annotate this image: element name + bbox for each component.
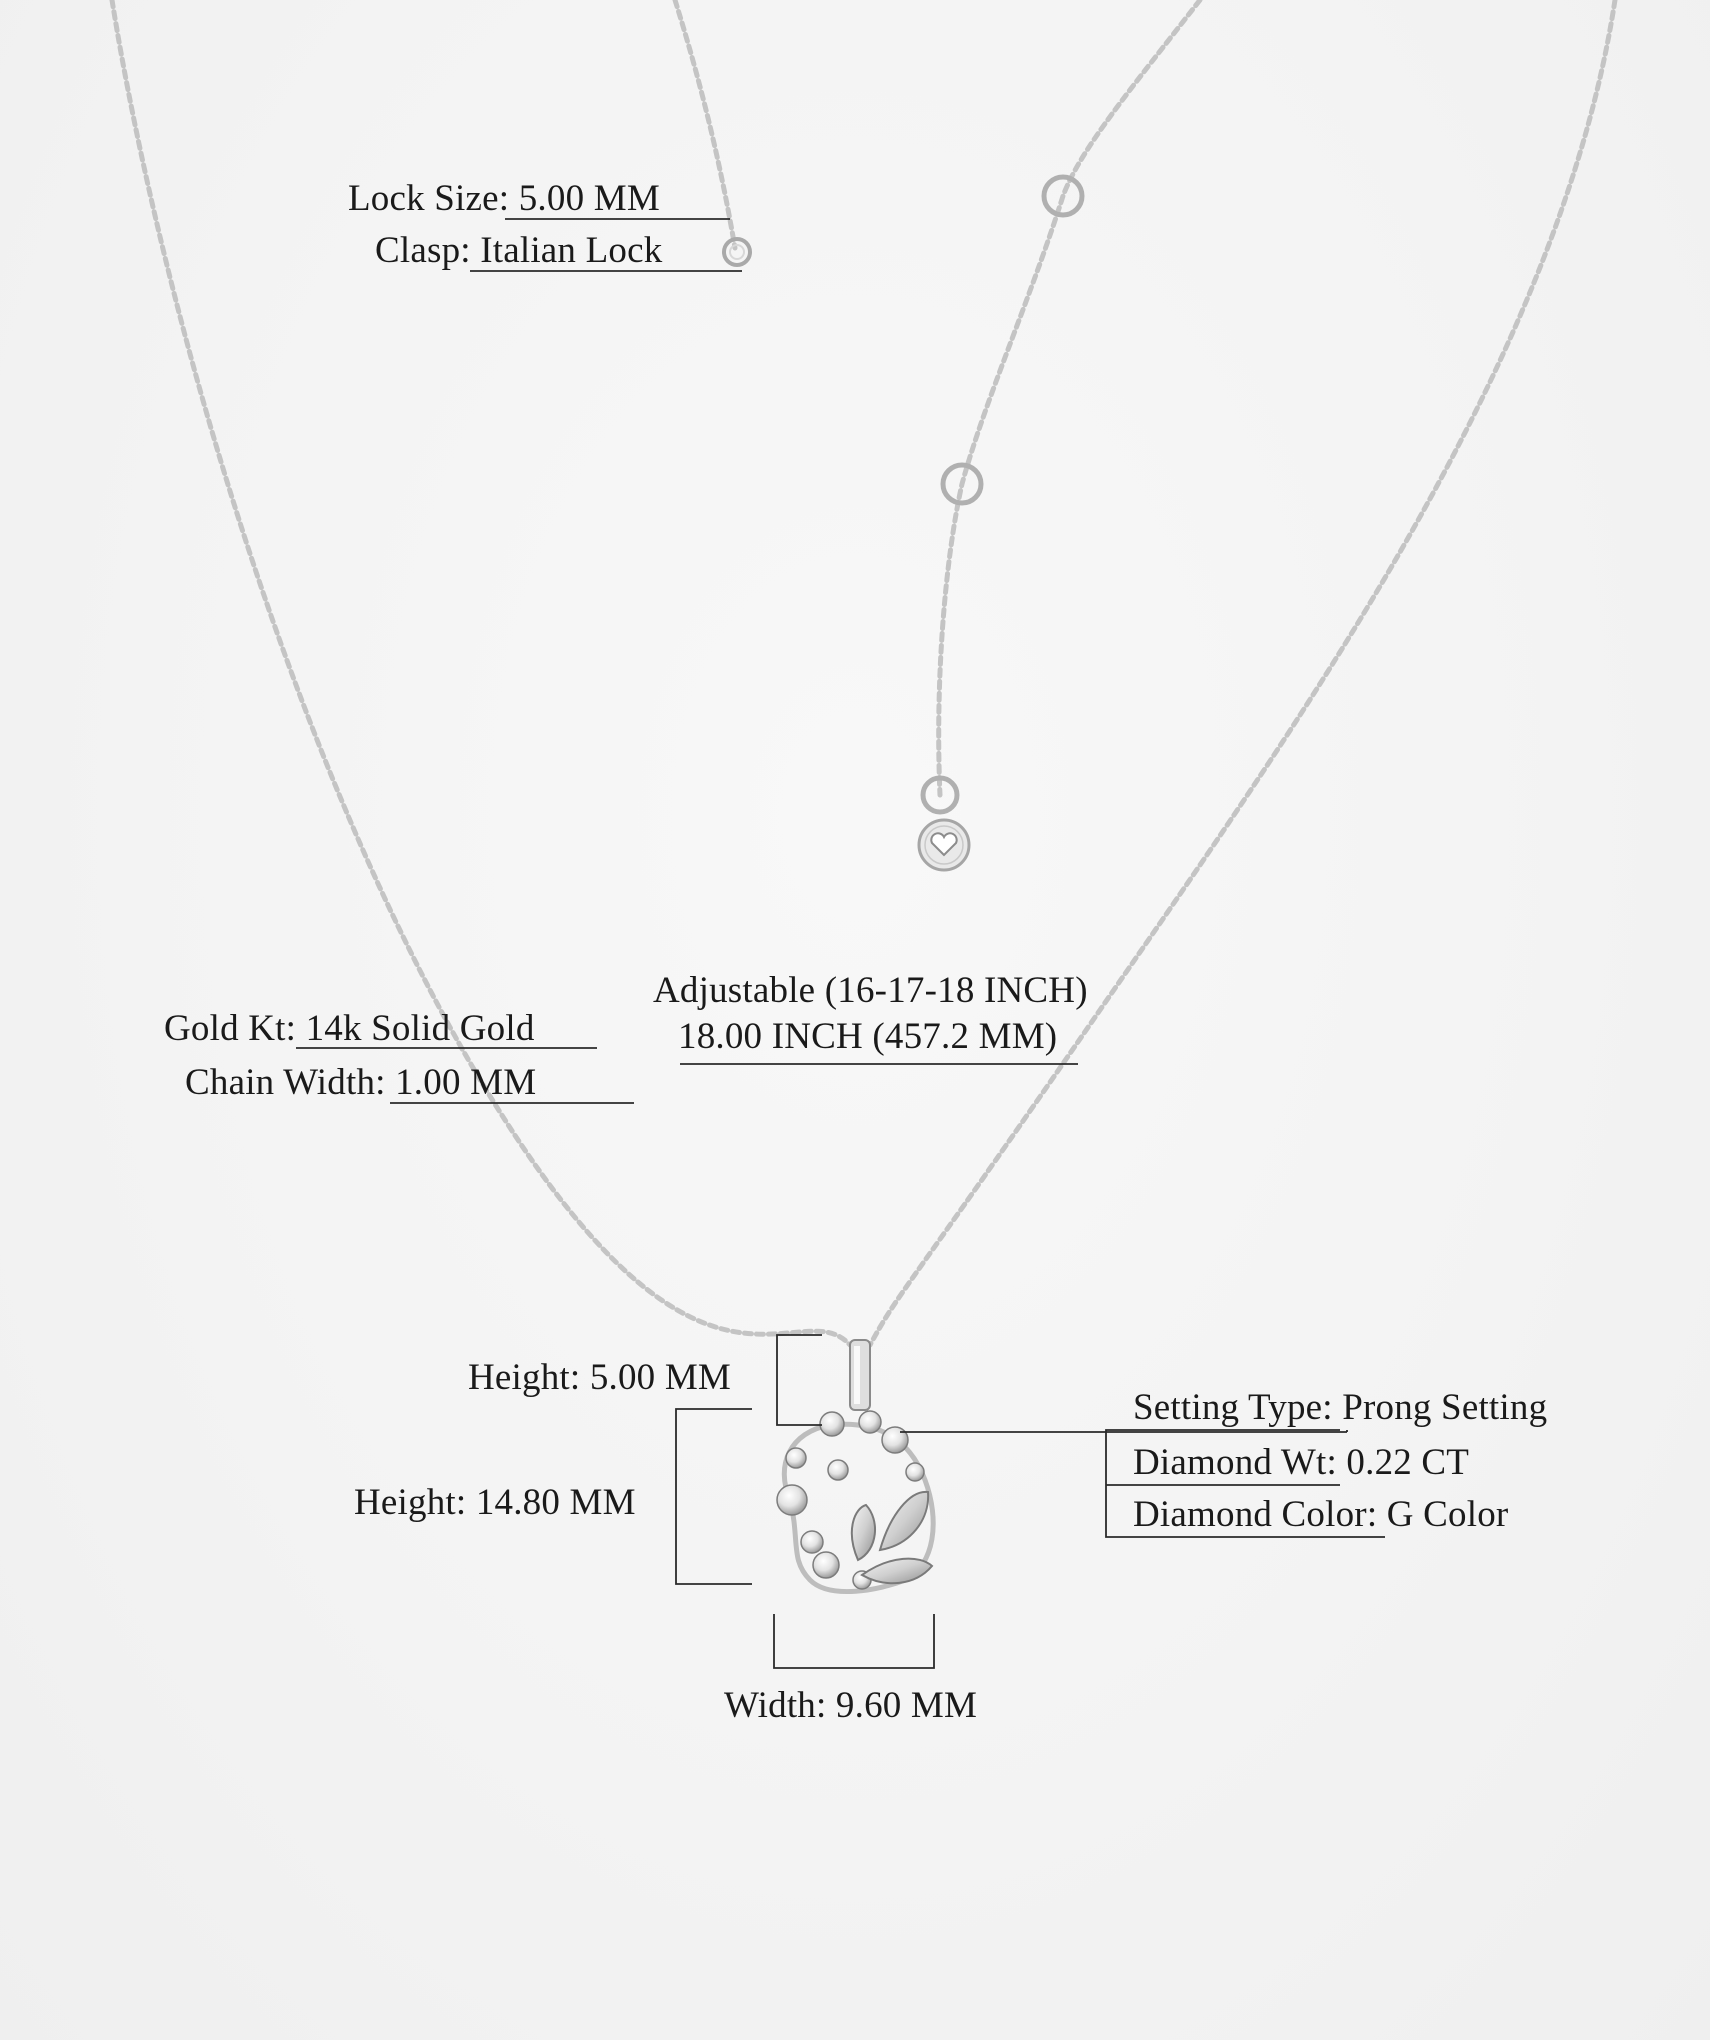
bail-icon: [850, 1340, 870, 1410]
floral-diamond-pendant-icon: [777, 1411, 933, 1592]
gold-kt-label: [164, 1010, 535, 1047]
lock-size-key: Lock Size:: [348, 178, 519, 219]
clasp-value: Italian Lock: [480, 230, 663, 271]
heart-tag-icon: [919, 820, 969, 870]
setting-type-label: [1133, 1389, 1547, 1426]
setting-type-key: Setting Type:: [1133, 1387, 1343, 1428]
diamond-wt-key: Diamond Wt:: [1133, 1442, 1347, 1483]
pendant-height-label: Height: 14.80 MM: [354, 1482, 636, 1523]
diamond-color-label: [1133, 1496, 1508, 1533]
lock-size-label: [348, 180, 660, 217]
diamond-color-value: G Color: [1386, 1494, 1509, 1535]
gold-kt-value: 14k Solid Gold: [305, 1008, 535, 1049]
chain-width-key: Chain Width:: [185, 1062, 396, 1103]
lock-size-value: 5.00 MM: [518, 178, 660, 219]
extender-chain: [939, 0, 1200, 795]
width-label: Width: 9.60 MM: [724, 1685, 978, 1726]
clasp-label: [375, 232, 662, 269]
diamond-wt-label: [1133, 1444, 1469, 1481]
gold-kt-key: Gold Kt:: [164, 1008, 306, 1049]
lock-ring-icon: [724, 239, 750, 265]
bail-height-label: Height: 5.00 MM: [468, 1357, 732, 1398]
diamond-wt-value: 0.22 CT: [1346, 1442, 1470, 1483]
chain-width-value: 1.00 MM: [395, 1062, 537, 1103]
chain-width-label: [185, 1064, 536, 1101]
clasp-key: Clasp:: [375, 230, 481, 271]
clasp-strand: [675, 0, 735, 248]
adjustable-label: Adjustable (16-17-18 INCH): [653, 970, 1088, 1011]
diamond-color-key: Diamond Color:: [1133, 1494, 1387, 1535]
chain-right-strand: [870, 0, 1615, 1345]
length-label: 18.00 INCH (457.2 MM): [678, 1016, 1058, 1057]
setting-type-value: Prong Setting: [1342, 1387, 1548, 1428]
